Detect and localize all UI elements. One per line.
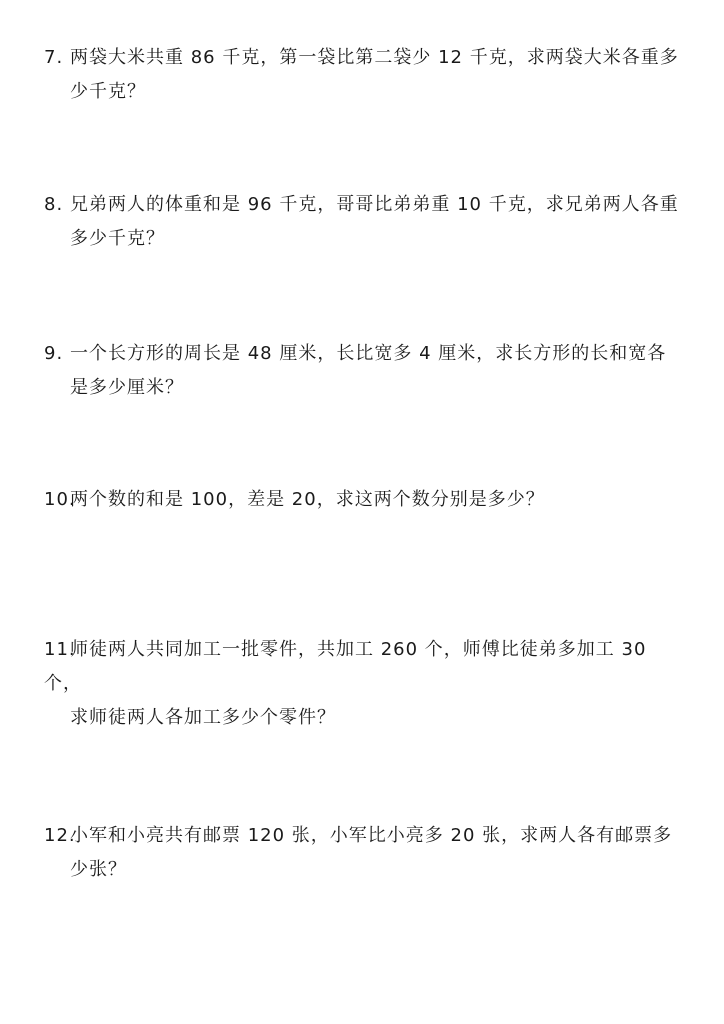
problem-text: 师徒两人共同加工一批零件，共加工 260 个，师傅比徒弟多加工 30 个，	[44, 639, 647, 694]
problem-number: 8.	[44, 194, 64, 215]
problem-line-1	[44, 633, 684, 701]
problem-10	[44, 483, 684, 517]
problem-text: 两个数的和是 100，差是 20，求这两个数分别是多少？	[70, 489, 545, 510]
problem-text: 小军和小亮共有邮票 120 张，小军比小亮多 20 张，求两人各有邮票多	[70, 825, 673, 846]
problem-line-2: 多少千克？	[70, 228, 165, 249]
problem-line-1	[44, 483, 684, 517]
problem-9	[44, 337, 684, 405]
problem-11	[44, 633, 684, 735]
problem-7	[44, 41, 684, 109]
problem-number: 7.	[44, 47, 64, 68]
problem-8	[44, 188, 684, 256]
problem-line-2: 是多少厘米？	[70, 377, 184, 398]
problem-line-1	[44, 819, 684, 853]
problem-line-1	[44, 337, 684, 371]
problem-number: 11.	[44, 639, 76, 660]
problem-text: 兄弟两人的体重和是 96 千克，哥哥比弟弟重 10 千克，求兄弟两人各重	[70, 194, 679, 215]
problem-line-2: 少千克？	[70, 81, 146, 102]
problem-line-2: 求师徒两人各加工多少个零件？	[70, 707, 336, 728]
problem-number: 10.	[44, 489, 76, 510]
problem-line-1	[44, 41, 684, 75]
problem-number: 9.	[44, 343, 64, 364]
problem-text: 一个长方形的周长是 48 厘米，长比宽多 4 厘米，求长方形的长和宽各	[70, 343, 667, 364]
problem-text: 两袋大米共重 86 千克，第一袋比第二袋少 12 千克，求两袋大米各重多	[70, 47, 679, 68]
problem-12	[44, 819, 684, 887]
problem-line-1	[44, 188, 684, 222]
problem-number: 12.	[44, 825, 76, 846]
problem-line-2: 少张？	[70, 859, 127, 880]
